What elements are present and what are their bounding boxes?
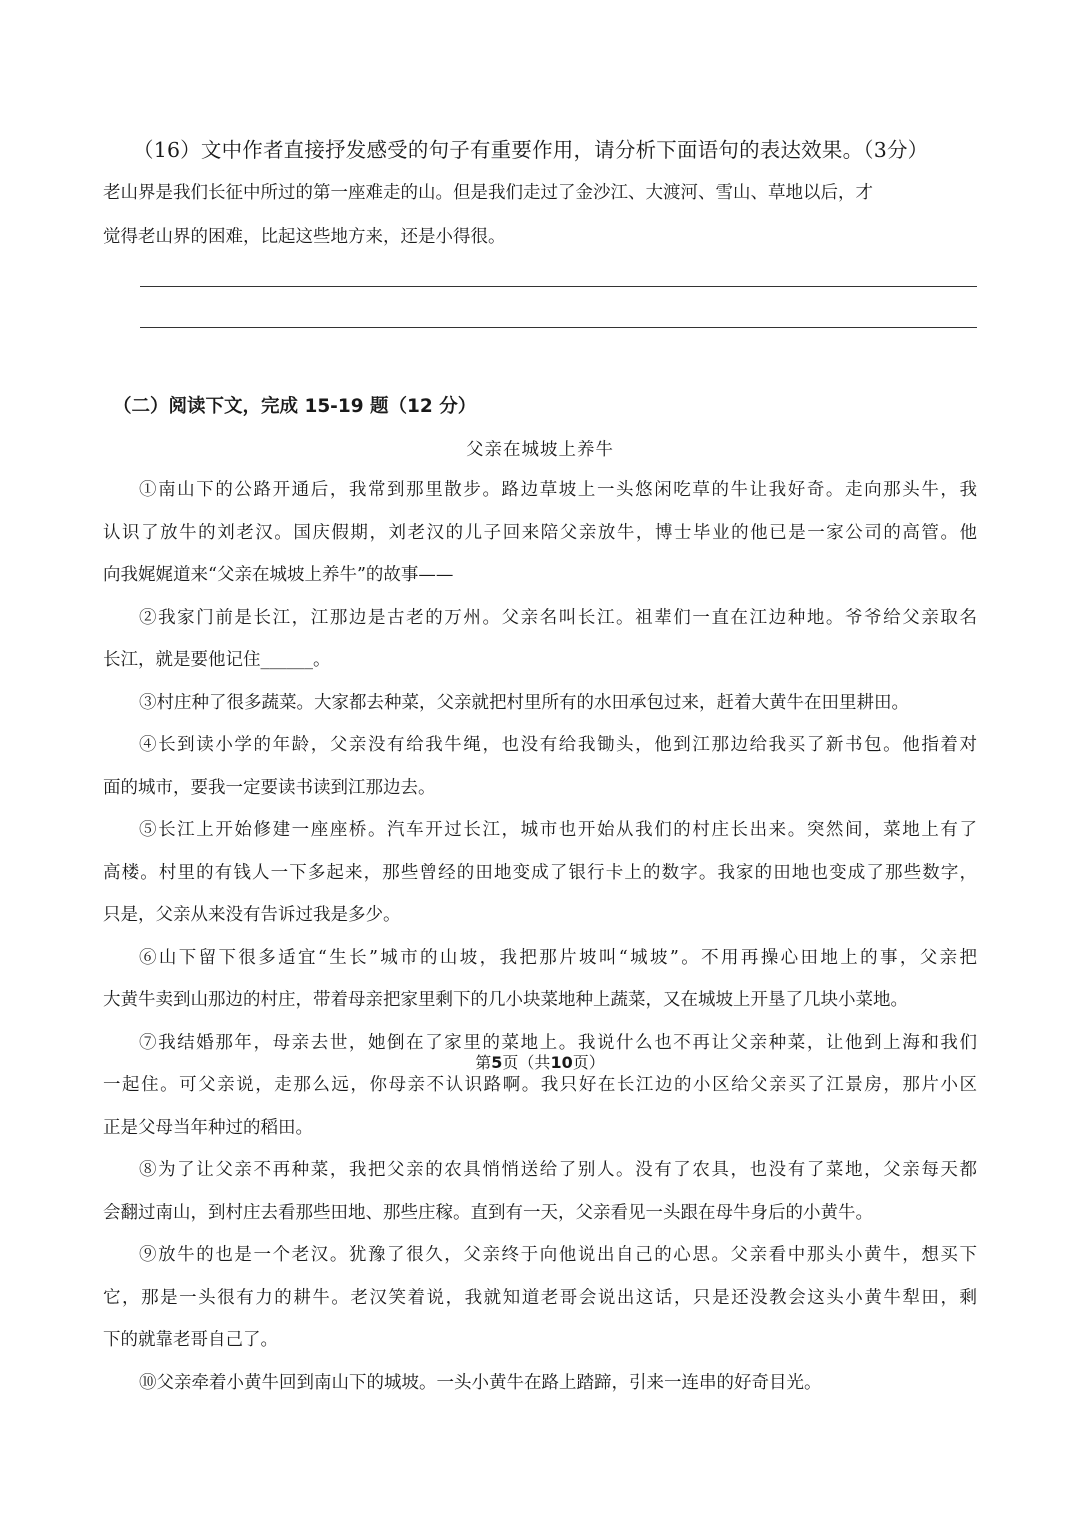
paragraph-line: 认识了放牛的刘老汉。国庆假期，刘老汉的儿子回来陪父亲放牛，博士毕业的他已是一家公司的高管。他 [103,522,977,543]
quoted-sentence-line-2: 觉得老山界的困难，比起这些地方来，还是小得很。 [103,227,506,247]
footer-prefix: 第 [475,1053,492,1072]
paragraph-line: ③村庄种了很多蔬菜。大家都去种菜，父亲就把村里所有的水田承包过来，赶着大黄牛在田里耕田。 [139,692,909,713]
paragraph-line: 大黄牛卖到山那边的村庄，带着母亲把家里剩下的几小块菜地种上蔬菜，又在城坡上开垦了几块小菜地。 [103,990,908,1010]
current-page-number: 5 [491,1053,503,1072]
article-paragraph [103,682,977,725]
paragraph-line: 只是，父亲从来没有告诉过我是多少。 [103,905,401,925]
paragraph-line: 向我娓娓道来“父亲在城坡上养牛”的故事—— [103,565,454,585]
total-page-number: 10 [550,1053,573,1072]
paragraph-line: 会翻过南山，到村庄去看那些田地、那些庄稼。直到有一天，父亲看见一头跟在母牛身后的小黄牛。 [103,1202,873,1223]
paragraph-line: ⑥山下留下很多适宜“生长”城市的山坡，我把那片坡叫“城坡”。不用再操心田地上的事，父亲把 [139,947,977,968]
paragraph-line: ④长到读小学的年龄，父亲没有给我牛绳，也没有给我锄头，他到江那边给我买了新书包。他指着对 [139,735,977,755]
article-paragraph [103,597,977,682]
section-heading: （二）阅读下文，完成 15-19 题（12 分） [113,396,477,417]
paragraph-line: ⑦我结婚那年，母亲去世，她倒在了家里的菜地上。我说什么也不再让父亲种菜，让他到上海和我们 [139,1032,977,1053]
paragraph-line: ⑤长江上开始修建一座座桥。汽车开过长江，城市也开始从我们的村庄长出来。突然间，菜地上有了 [139,820,977,840]
quoted-sentence-line-1: 老山界是我们长征中所过的第一座难走的山。但是我们走过了金沙江、大渡河、雪山、草地以后，才 [103,183,873,203]
paragraph-line: ①南山下的公路开通后，我常到那里散步。路边草坡上一头悠闲吃草的牛让我好奇。走向那头牛，我 [139,480,977,500]
article-paragraph [103,937,977,1022]
footer-middle: 页（共 [502,1053,551,1072]
article-title: 父亲在城坡上养牛 [466,440,614,460]
answer-line-2 [140,327,977,328]
article-paragraph [103,1234,977,1362]
paragraph-line: ⑨放牛的也是一个老汉。犹豫了很久，父亲终于向他说出自己的心思。父亲看中那头小黄牛，想买下 [139,1245,977,1265]
article-paragraph [103,1022,977,1150]
paragraph-line: ⑩父亲牵着小黄牛回到南山下的城坡。一头小黄牛在路上踏蹄，引来一连串的好奇目光。 [139,1372,822,1393]
article-paragraph [103,1362,977,1405]
page-footer [0,1050,1080,1073]
answer-line-1 [140,286,977,287]
paragraph-line: 长江，就是要他记住______。 [103,650,331,670]
article-body [103,469,977,1404]
footer-suffix: 页） [572,1053,605,1072]
paragraph-line: 高楼。村里的有钱人一下多起来，那些曾经的田地变成了银行卡上的数字。我家的田地也变成了那些数字， [103,862,977,883]
paragraph-line: 正是父母当年种过的稻田。 [103,1117,313,1138]
article-paragraph [103,469,977,597]
paragraph-line: 面的城市，要我一定要读书读到江那边去。 [103,777,436,798]
paragraph-line: 它，那是一头很有力的耕牛。老汉笑着说，我就知道老哥会说出这话，只是还没教会这头小黄牛犁田，剩 [103,1287,977,1308]
article-paragraph [103,724,977,809]
article-paragraph [103,1149,977,1234]
paragraph-line: 一起住。可父亲说，走那么远，你母亲不认识路啊。我只好在长江边的小区给父亲买了江景房，那片小区 [103,1075,977,1095]
article-paragraph [103,809,977,937]
paragraph-line: 下的就靠老哥自己了。 [103,1330,278,1350]
question-16-prompt: （16）文中作者直接抒发感受的句子有重要作用，请分析下面语句的表达效果。（3分） [133,138,929,162]
paragraph-line: ②我家门前是长江，江那边是古老的万州。父亲名叫长江。祖辈们一直在江边种地。爷爷给父亲取名 [139,607,977,628]
paragraph-line: ⑧为了让父亲不再种菜，我把父亲的农具悄悄送给了别人。没有了农具，也没有了菜地，父亲每天都 [139,1160,977,1180]
